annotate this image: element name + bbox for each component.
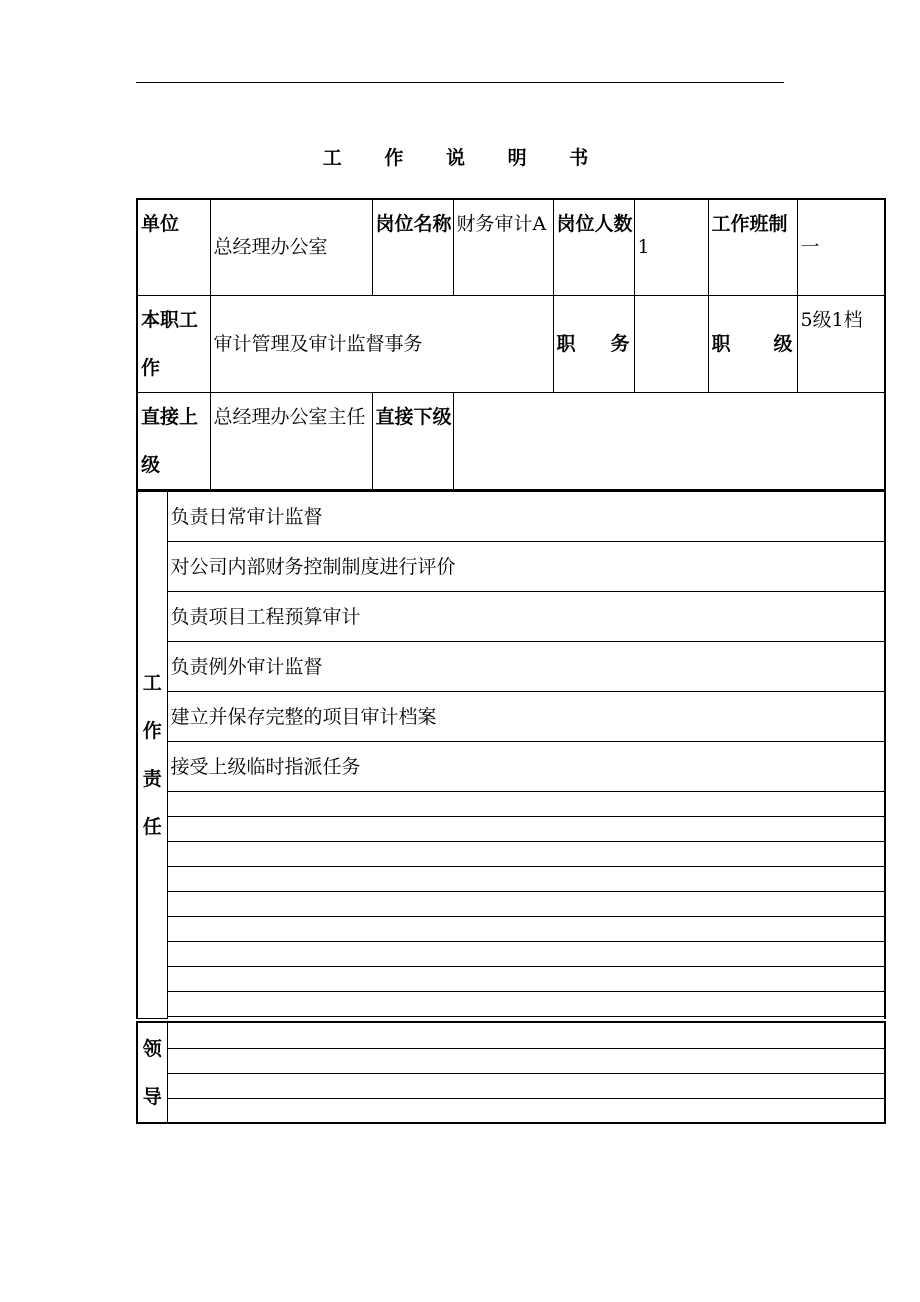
duty-empty-row — [167, 967, 885, 992]
duty-empty-row — [167, 817, 885, 842]
shift-value: 一 — [797, 199, 885, 295]
duty-empty-row — [167, 867, 885, 892]
duty-empty-row — [167, 992, 885, 1017]
duty-item: 建立并保存完整的项目审计档案 — [167, 692, 885, 742]
duties-table — [136, 491, 886, 1019]
duty-empty-row — [167, 892, 885, 917]
leadership-empty-row — [167, 1022, 885, 1048]
subordinate-label: 直接下级 — [372, 392, 453, 490]
leadership-table — [136, 1021, 886, 1124]
grade-value: 5级1档 — [797, 295, 885, 392]
header-rule — [136, 82, 784, 83]
unit-label: 单位 — [137, 199, 210, 295]
leadership-empty-row — [167, 1098, 885, 1123]
duty-label-b: 务 — [610, 332, 630, 355]
job-info-table — [136, 198, 886, 491]
duty-item: 接受上级临时指派任务 — [167, 742, 885, 792]
duty-empty-row — [167, 842, 885, 867]
subordinate-value — [453, 392, 885, 490]
duty-value — [634, 295, 708, 392]
superior-value: 总经理办公室主任 — [210, 392, 372, 490]
duty-item: 对公司内部财务控制制度进行评价 — [167, 542, 885, 592]
headcount-value: 1 — [634, 199, 708, 295]
grade-label — [708, 295, 797, 392]
position-name-label: 岗位名称 — [372, 199, 453, 295]
duties-label: 工 作 责 任 — [137, 492, 167, 1019]
duty-item: 负责日常审计监督 — [167, 492, 885, 542]
unit-value: 总经理办公室 — [210, 199, 372, 295]
duty-spacer — [167, 1017, 885, 1019]
job-label: 本职工作 — [137, 295, 210, 392]
grade-label-a: 职 — [711, 332, 731, 355]
position-name-value: 财务审计A — [453, 199, 553, 295]
job-value: 审计管理及审计监督事务 — [210, 295, 553, 392]
duty-empty-row — [167, 917, 885, 942]
superior-label: 直接上级 — [137, 392, 210, 490]
leadership-label: 领 导 — [137, 1022, 167, 1123]
grade-label-b: 级 — [773, 332, 793, 355]
duty-label-a: 职 — [556, 332, 576, 355]
duty-item: 负责例外审计监督 — [167, 642, 885, 692]
duty-label — [553, 295, 634, 392]
leadership-empty-row — [167, 1073, 885, 1098]
duty-empty-row — [167, 792, 885, 817]
headcount-label: 岗位人数 — [553, 199, 634, 295]
document-title: 工 作 说 明 书 — [322, 147, 607, 169]
duty-empty-row — [167, 942, 885, 967]
shift-label: 工作班制 — [708, 199, 797, 295]
duty-item: 负责项目工程预算审计 — [167, 592, 885, 642]
leadership-empty-row — [167, 1048, 885, 1073]
